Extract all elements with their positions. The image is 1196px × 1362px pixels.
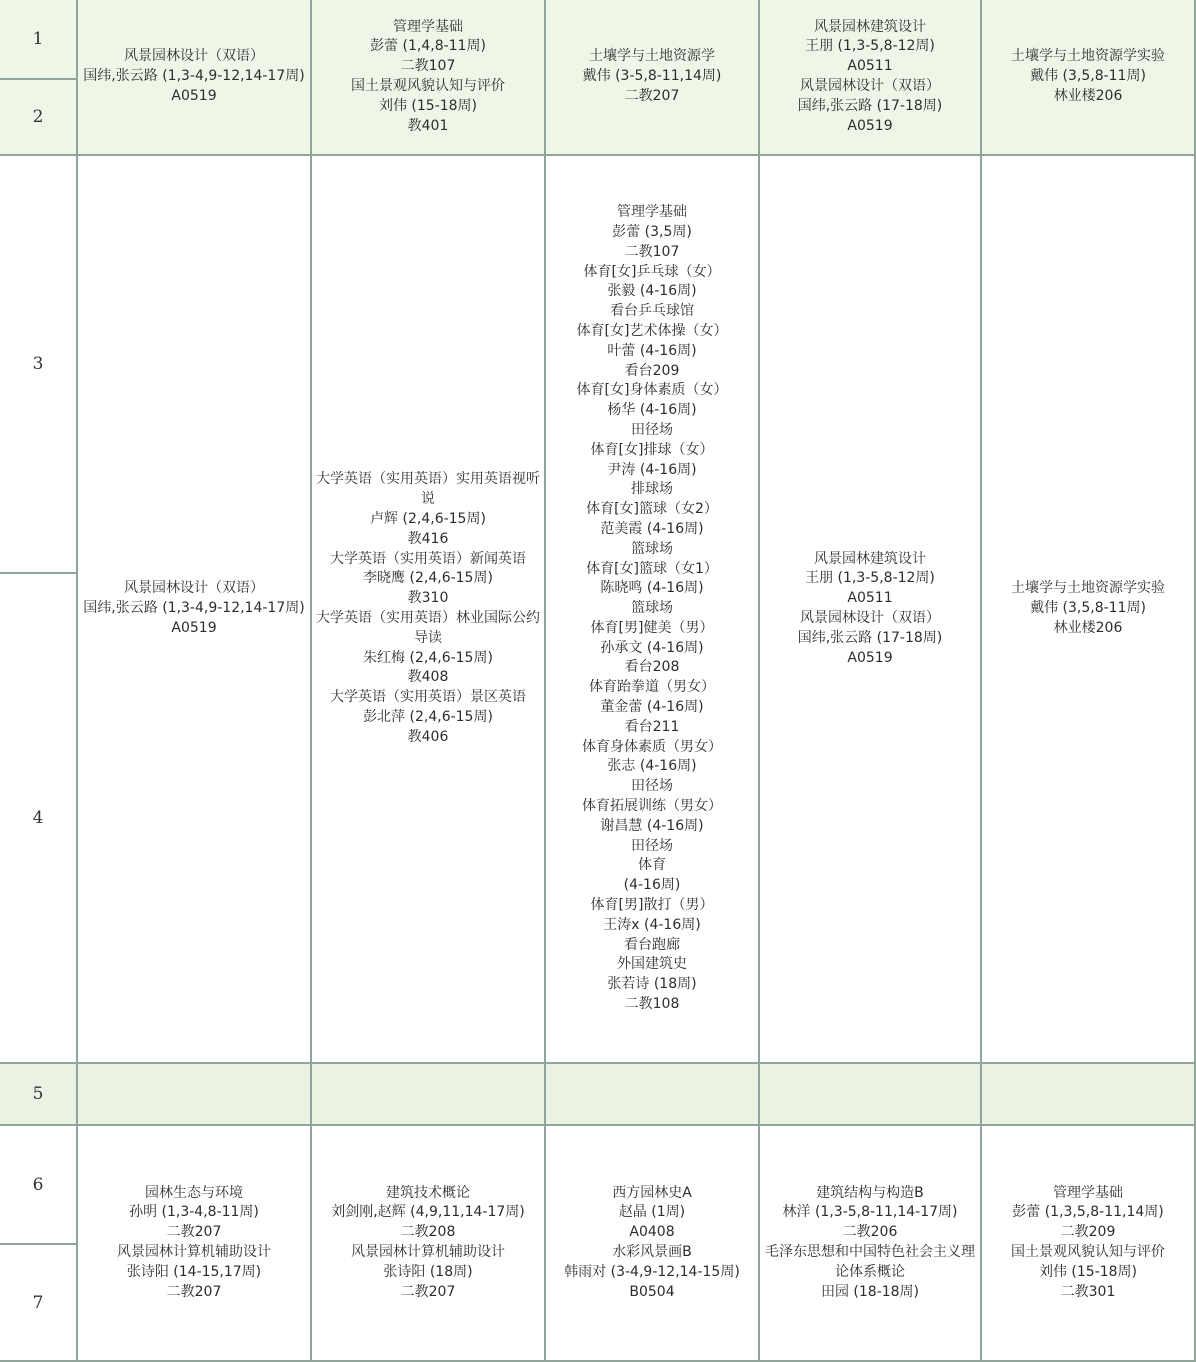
course-room: 教408 bbox=[407, 669, 449, 686]
period-2-label: 2 bbox=[0, 80, 78, 156]
course-room: 二教207 bbox=[400, 1283, 456, 1300]
course-cell bbox=[312, 1126, 546, 1362]
course-teacher-weeks: 国纬,张云路 (1,3-4,9-12,14-17周) bbox=[83, 68, 305, 85]
empty-cell bbox=[982, 1064, 1196, 1126]
course-name: 大学英语（实用英语）实用英语视听说 bbox=[316, 471, 540, 508]
course-teacher-weeks: 戴伟 (3-5,8-11,14周) bbox=[582, 68, 722, 85]
course-room: 排球场 bbox=[631, 481, 673, 498]
course-name: 大学英语（实用英语）新闻英语 bbox=[330, 550, 526, 567]
course-name: 土壤学与土地资源学 bbox=[589, 48, 715, 65]
course-cell bbox=[982, 0, 1196, 156]
course-room: 林业楼206 bbox=[1053, 87, 1123, 104]
course-teacher-weeks: (4-16周) bbox=[623, 877, 681, 894]
course-name: 体育[女]排球（女） bbox=[590, 441, 714, 458]
course-teacher-weeks: 彭蕾 (3,5周) bbox=[612, 223, 692, 240]
course-room: 二教207 bbox=[166, 1283, 222, 1300]
course-name: 土壤学与土地资源学实验 bbox=[1011, 580, 1165, 597]
course-room: A0519 bbox=[171, 619, 217, 636]
course-teacher-weeks: 刘伟 (15-18周) bbox=[1038, 1263, 1138, 1280]
course-name: 国土景观风貌认知与评价 bbox=[1011, 1244, 1165, 1260]
period-6-label: 6 bbox=[0, 1126, 78, 1245]
course-teacher-weeks: 张志 (4-16周) bbox=[607, 758, 697, 775]
course-cell bbox=[546, 1126, 760, 1362]
course-cell bbox=[78, 156, 312, 1064]
course-teacher-weeks: 彭北萍 (2,4,6-15周) bbox=[363, 708, 493, 725]
course-teacher-weeks: 杨华 (4-16周) bbox=[607, 402, 697, 419]
course-room: 看台乒乓球馆 bbox=[610, 303, 694, 320]
course-teacher-weeks: 范美霞 (4-16周) bbox=[600, 520, 704, 537]
course-name: 风景园林设计（双语） bbox=[800, 78, 940, 94]
course-name: 建筑技术概论 bbox=[386, 1184, 470, 1201]
course-teacher-weeks: 卢辉 (2,4,6-15周) bbox=[370, 511, 486, 528]
course-teacher-weeks: 张毅 (4-16周) bbox=[607, 283, 697, 300]
course-teacher-weeks: 国纬,张云路 (17-18周) bbox=[797, 97, 943, 114]
course-name: 体育拓展训练（男女） bbox=[582, 798, 722, 815]
course-name: 风景园林设计（双语） bbox=[800, 610, 940, 626]
course-cell bbox=[760, 0, 982, 156]
course-room: 看台跑廊 bbox=[624, 936, 680, 953]
course-room: 二教208 bbox=[400, 1224, 456, 1241]
empty-cell bbox=[546, 1064, 760, 1126]
course-room: 篮球场 bbox=[631, 540, 673, 557]
course-room: 教401 bbox=[407, 117, 449, 134]
course-room: B0504 bbox=[629, 1283, 675, 1300]
course-room: 教406 bbox=[407, 728, 449, 745]
course-teacher-weeks: 尹涛 (4-16周) bbox=[607, 461, 697, 478]
course-teacher-weeks: 国纬,张云路 (17-18周) bbox=[797, 629, 943, 646]
course-teacher-weeks: 戴伟 (3,5,8-11周) bbox=[1030, 68, 1146, 85]
course-room: 二教301 bbox=[1060, 1283, 1116, 1300]
course-room: A0408 bbox=[629, 1224, 675, 1241]
course-name: 体育[男]散打（男） bbox=[590, 897, 714, 914]
period-4-label: 4 bbox=[0, 574, 78, 1064]
course-name: 风景园林设计（双语） bbox=[124, 580, 264, 597]
course-room: 看台211 bbox=[624, 718, 680, 735]
course-teacher-weeks: 王朋 (1,3-5,8-12周) bbox=[805, 38, 935, 55]
course-name: 毛泽东思想和中国特色社会主义理论体系概论 bbox=[765, 1244, 975, 1280]
course-teacher-weeks: 国纬,张云路 (1,3-4,9-12,14-17周) bbox=[83, 600, 305, 617]
course-room: A0511 bbox=[847, 590, 893, 607]
course-cell bbox=[78, 0, 312, 156]
course-room: A0519 bbox=[847, 117, 893, 134]
course-room: 教416 bbox=[407, 530, 449, 547]
course-cell bbox=[312, 0, 546, 156]
course-teacher-weeks: 叶蕾 (4-16周) bbox=[607, 342, 697, 359]
course-name: 风景园林建筑设计 bbox=[814, 550, 926, 567]
course-name: 国土景观风貌认知与评价 bbox=[351, 78, 505, 94]
course-room: 二教107 bbox=[400, 58, 456, 75]
period-7-label: 7 bbox=[0, 1245, 78, 1362]
course-room: 二教107 bbox=[624, 243, 680, 260]
course-teacher-weeks: 王涛x (4-16周) bbox=[603, 916, 701, 933]
course-teacher-weeks: 张诗阳 (14-15,17周) bbox=[126, 1263, 262, 1280]
course-teacher-weeks: 张若诗 (18周) bbox=[607, 976, 697, 993]
course-room: 教310 bbox=[407, 590, 449, 607]
course-teacher-weeks: 陈晓鸣 (4-16周) bbox=[600, 580, 704, 597]
empty-cell bbox=[312, 1064, 546, 1126]
course-room: 林业楼206 bbox=[1053, 619, 1123, 636]
course-teacher-weeks: 朱红梅 (2,4,6-15周) bbox=[363, 649, 493, 666]
course-cell bbox=[546, 0, 760, 156]
course-teacher-weeks: 田园 (18-18周) bbox=[820, 1283, 920, 1300]
course-name: 风景园林计算机辅助设计 bbox=[351, 1244, 505, 1260]
course-room: 篮球场 bbox=[631, 600, 673, 617]
course-name: 建筑结构与构造B bbox=[816, 1184, 924, 1201]
course-name: 风景园林建筑设计 bbox=[814, 18, 926, 35]
course-room: 二教207 bbox=[624, 87, 680, 104]
course-cell bbox=[78, 1126, 312, 1362]
course-room: 二教206 bbox=[842, 1224, 898, 1241]
course-name: 大学英语（实用英语）景区英语 bbox=[330, 689, 526, 706]
course-name: 管理学基础 bbox=[393, 18, 463, 35]
course-teacher-weeks: 孙明 (1,3-4,8-11周) bbox=[129, 1204, 259, 1221]
course-name: 管理学基础 bbox=[1053, 1184, 1123, 1201]
course-name: 西方园林史A bbox=[612, 1184, 692, 1201]
period-3-label: 3 bbox=[0, 156, 78, 574]
course-name: 体育[女]篮球（女2） bbox=[586, 501, 718, 518]
course-name: 大学英语（实用英语）林业国际公约导读 bbox=[316, 610, 540, 646]
course-teacher-weeks: 刘伟 (15-18周) bbox=[378, 97, 478, 114]
course-room: A0511 bbox=[847, 58, 893, 75]
course-room: A0519 bbox=[171, 87, 217, 104]
course-teacher-weeks: 赵晶 (1周) bbox=[618, 1204, 686, 1221]
course-room: 二教207 bbox=[166, 1224, 222, 1241]
course-cell bbox=[312, 156, 546, 1064]
empty-cell bbox=[78, 1064, 312, 1126]
course-room: 看台209 bbox=[624, 362, 680, 379]
course-teacher-weeks: 孙承文 (4-16周) bbox=[600, 639, 704, 656]
course-teacher-weeks: 董金蕾 (4-16周) bbox=[600, 699, 704, 716]
course-room: 二教209 bbox=[1060, 1224, 1116, 1241]
course-teacher-weeks: 彭蕾 (1,4,8-11周) bbox=[370, 38, 486, 55]
course-name: 管理学基础 bbox=[617, 204, 687, 221]
course-cell bbox=[760, 156, 982, 1064]
course-name: 园林生态与环境 bbox=[145, 1184, 243, 1201]
course-room: 看台208 bbox=[624, 659, 680, 676]
course-teacher-weeks: 张诗阳 (18周) bbox=[383, 1263, 473, 1280]
course-room: 田径场 bbox=[631, 778, 673, 795]
course-teacher-weeks: 彭蕾 (1,3,5,8-11,14周) bbox=[1012, 1204, 1164, 1221]
course-name: 体育[女]乒乓球（女） bbox=[583, 263, 721, 280]
course-name: 土壤学与土地资源学实验 bbox=[1011, 48, 1165, 65]
course-name: 体育[男]健美（男） bbox=[590, 619, 714, 636]
course-name: 体育跆拳道（男女） bbox=[589, 679, 715, 696]
course-room: A0519 bbox=[847, 649, 893, 666]
course-name: 体育身体素质（男女） bbox=[582, 738, 722, 755]
course-teacher-weeks: 刘剑刚,赵辉 (4,9,11,14-17周) bbox=[331, 1204, 525, 1221]
empty-cell bbox=[760, 1064, 982, 1126]
course-room: 田径场 bbox=[631, 421, 673, 438]
course-name: 风景园林计算机辅助设计 bbox=[117, 1244, 271, 1260]
course-cell bbox=[546, 156, 760, 1064]
course-teacher-weeks: 林洋 (1,3-5,8-11,14-17周) bbox=[782, 1204, 958, 1221]
period-1-label: 1 bbox=[0, 0, 78, 80]
course-teacher-weeks: 李晓鹰 (2,4,6-15周) bbox=[363, 570, 493, 587]
course-room: 二教108 bbox=[624, 996, 680, 1013]
course-teacher-weeks: 戴伟 (3,5,8-11周) bbox=[1030, 600, 1146, 617]
course-name: 外国建筑史 bbox=[617, 956, 687, 973]
course-name: 体育[女]篮球（女1） bbox=[586, 560, 718, 577]
course-name: 体育 bbox=[638, 857, 666, 874]
course-room: 田径场 bbox=[631, 837, 673, 854]
course-name: 风景园林设计（双语） bbox=[124, 48, 264, 65]
course-cell bbox=[982, 1126, 1196, 1362]
course-cell bbox=[760, 1126, 982, 1362]
course-teacher-weeks: 谢昌慧 (4-16周) bbox=[600, 817, 704, 834]
course-teacher-weeks: 王朋 (1,3-5,8-12周) bbox=[805, 570, 935, 587]
course-cell bbox=[982, 156, 1196, 1064]
course-name: 水彩风景画B bbox=[612, 1244, 692, 1260]
course-teacher-weeks: 韩雨对 (3-4,9-12,14-15周) bbox=[564, 1263, 740, 1280]
course-name: 体育[女]身体素质（女） bbox=[576, 382, 728, 399]
period-5-label: 5 bbox=[0, 1064, 78, 1126]
course-name: 体育[女]艺术体操（女） bbox=[576, 322, 728, 339]
